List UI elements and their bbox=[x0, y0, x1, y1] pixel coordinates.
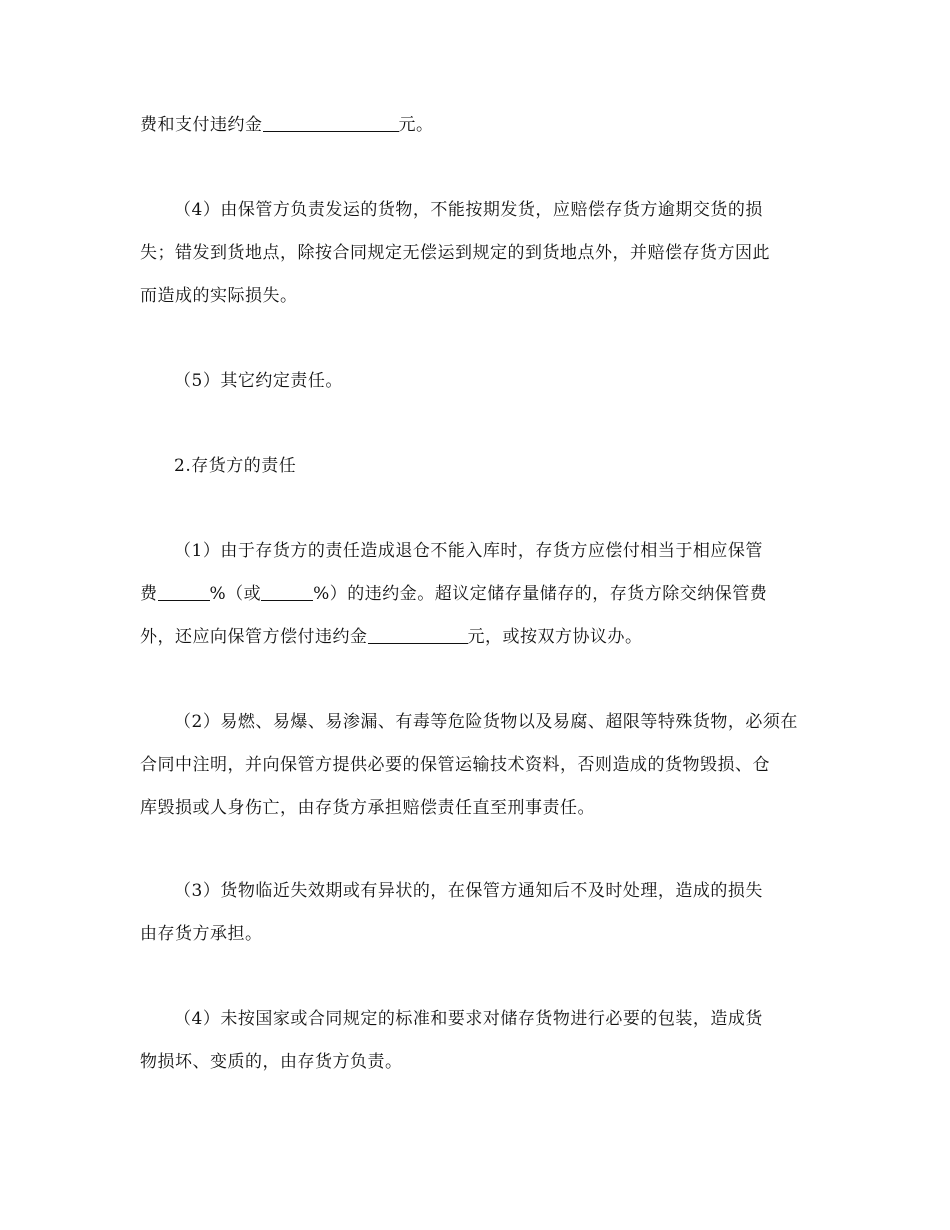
fill-in-blank bbox=[263, 113, 399, 132]
text-line: （4）未按国家或合同规定的标准和要求对储存货物进行必要的包装，造成货 bbox=[174, 1009, 763, 1029]
text-line: 而造成的实际损失。 bbox=[140, 286, 298, 306]
paragraph-other-liability bbox=[140, 360, 820, 403]
text-line: （3）货物临近失效期或有异状的，在保管方通知后不及时处理，造成的损失 bbox=[174, 881, 763, 901]
paragraph-packaging bbox=[140, 998, 820, 1084]
section-heading: 2.存货方的责任 bbox=[174, 456, 297, 476]
text-line: 合同中注明，并向保管方提供必要的保管运输技术资料，否则造成的货物毁损、仓 bbox=[140, 755, 770, 775]
paragraph-depositor-storage bbox=[140, 530, 820, 659]
paragraph-dangerous-goods bbox=[140, 701, 820, 830]
paragraph-custodian-shipping bbox=[140, 189, 820, 318]
text-line: 库毁损或人身伤亡，由存货方承担赔偿责任直至刑事责任。 bbox=[140, 798, 595, 818]
text-line: （1）由于存货方的责任造成退仓不能入库时，存货方应偿付相当于相应保管 bbox=[174, 541, 763, 561]
text-line: 费和支付违约金 元。 bbox=[140, 115, 434, 135]
fill-in-blank bbox=[368, 625, 468, 644]
text-line: （2）易燃、易爆、易渗漏、有毒等危险货物以及易腐、超限等特殊货物，必须在 bbox=[174, 712, 798, 732]
fill-in-blank bbox=[261, 582, 313, 601]
text-line: （5）其它约定责任。 bbox=[174, 371, 343, 391]
text-line: 外，还应向保管方偿付违约金 元，或按双方协议办。 bbox=[140, 627, 643, 647]
paragraph-penalty-continuation bbox=[140, 104, 820, 147]
fill-in-blank bbox=[158, 582, 210, 601]
text-line: 物损坏、变质的，由存货方负责。 bbox=[140, 1052, 403, 1072]
text-line: 费 %（或 %）的违约金。超议定储存量储存的，存货方除交纳保管费 bbox=[140, 584, 768, 604]
text-line: 由存货方承担。 bbox=[140, 924, 263, 944]
text-line: （4）由保管方负责发运的货物，不能按期发货，应赔偿存货方逾期交货的损 bbox=[174, 200, 763, 220]
text-line: 失；错发到货地点，除按合同规定无偿运到规定的到货地点外，并赔偿存货方因此 bbox=[140, 243, 770, 263]
paragraph-expiring-goods bbox=[140, 870, 820, 956]
section-heading-depositor bbox=[140, 445, 820, 488]
